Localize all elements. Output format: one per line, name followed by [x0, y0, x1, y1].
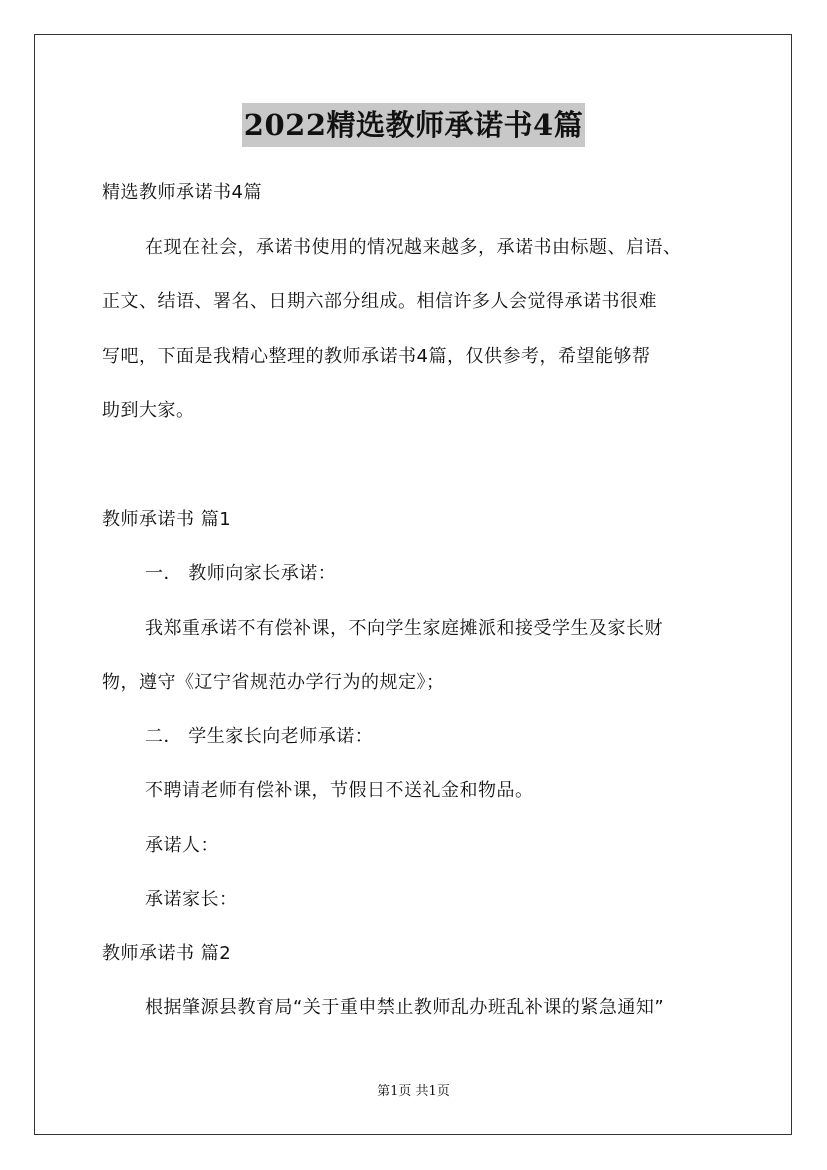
section-heading-2: 教师承诺书 篇2	[102, 943, 232, 964]
section-2-text: 根据肇源县教育局“关于重申禁止教师乱办班乱补课的紧急通知”	[145, 997, 665, 1018]
signature-parent: 承诺家长：	[145, 889, 238, 910]
title-container	[0, 103, 827, 147]
intro-line-4: 助到大家。	[102, 400, 195, 421]
clause-text-1a: 我郑重承诺不有偿补课，不向学生家庭摊派和接受学生及家长财	[145, 618, 663, 639]
signature-promisor: 承诺人：	[145, 835, 219, 856]
intro-line-3: 写吧，下面是我精心整理的教师承诺书4篇，仅供参考，希望能够帮	[102, 346, 651, 367]
section-heading-1: 教师承诺书 篇1	[102, 509, 232, 530]
doc-subtitle: 精选教师承诺书4篇	[102, 182, 262, 203]
clause-heading-1: 一． 教师向家长承诺：	[145, 563, 337, 584]
intro-line-2: 正文、结语、署名、日期六部分组成。相信许多人会觉得承诺书很难	[102, 291, 657, 312]
clause-text-2: 不聘请老师有偿补课，节假日不送礼金和物品。	[145, 780, 534, 801]
clause-text-1b: 物，遵守《辽宁省规范办学行为的规定》；	[102, 672, 445, 693]
clause-heading-2: 二． 学生家长向老师承诺：	[145, 726, 374, 747]
document-title: 2022精选教师承诺书4篇	[242, 103, 585, 147]
intro-line-1: 在现在社会，承诺书使用的情况越来越多，承诺书由标题、启语、	[145, 237, 682, 258]
page-footer: 第1页 共1页	[377, 1084, 450, 1099]
